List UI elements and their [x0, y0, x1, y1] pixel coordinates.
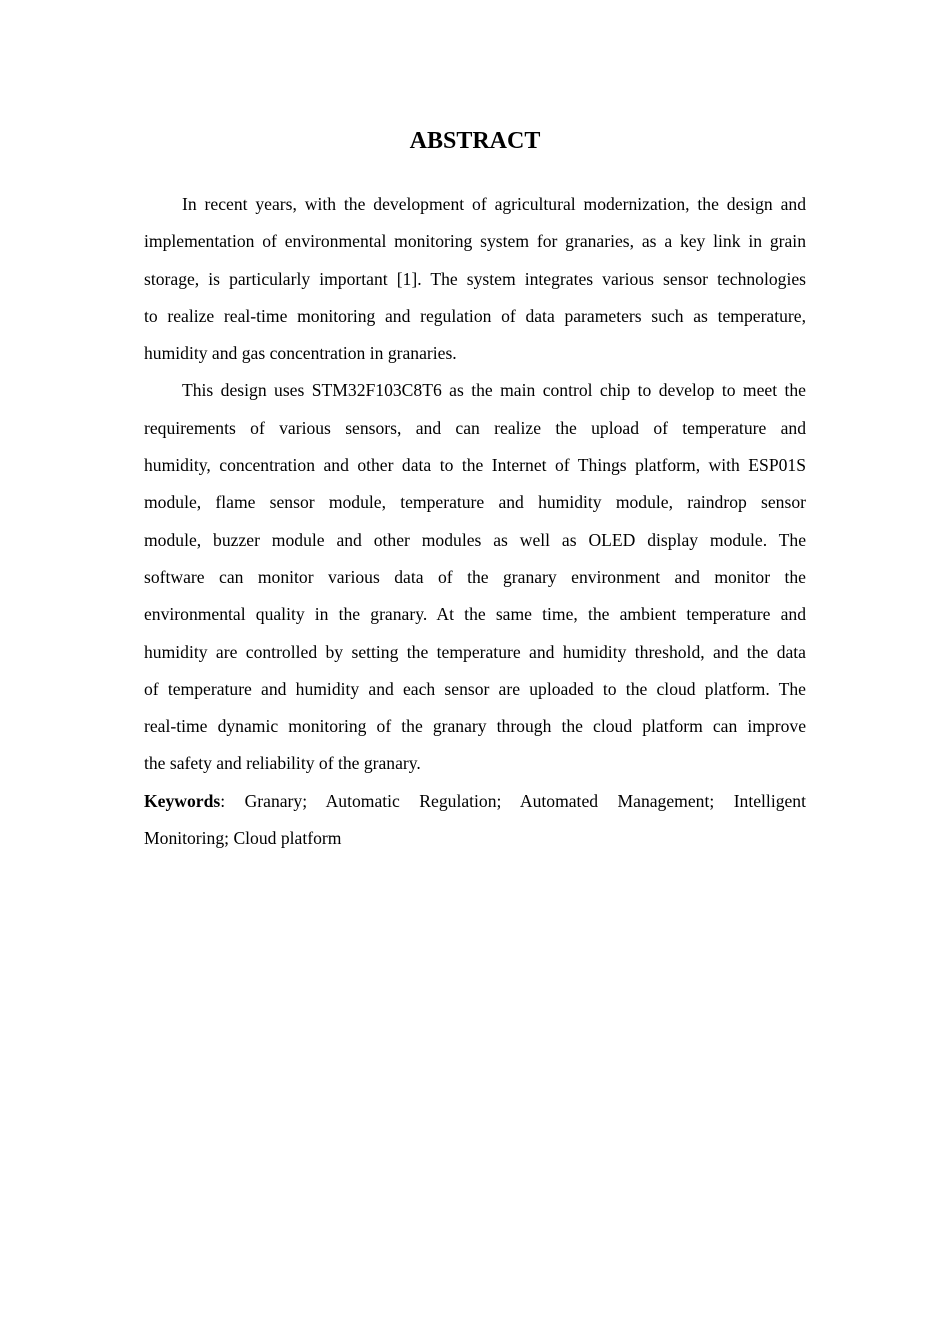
- text-line: implementation of environmental monitoring system for granaries, as a key link in grain: [144, 231, 806, 252]
- text-line: humidity and gas concentration in granaries.: [144, 343, 457, 364]
- text-line: to realize real-time monitoring and regulation of data parameters such as temperature,: [144, 305, 806, 326]
- text-line: software can monitor various data of the granary environment and monitor the: [144, 566, 806, 587]
- abstract-body: [144, 186, 806, 857]
- abstract-title: ABSTRACT: [409, 128, 541, 154]
- keywords-label: Keywords: [144, 790, 221, 811]
- text-line: environmental quality in the granary. At the same time, the ambient temperature and: [144, 604, 806, 625]
- keywords-list: : Granary; Automatic Regulation; Automated Management; Intelligent: [220, 790, 806, 811]
- text-line: humidity are controlled by setting the temperature and humidity threshold, and the data: [144, 641, 806, 662]
- paragraph-1: [144, 186, 806, 372]
- keywords-line: [144, 783, 806, 820]
- keywords: [144, 783, 806, 858]
- text-line: the safety and reliability of the granary.: [144, 753, 421, 774]
- text-line: humidity, concentration and other data to the Internet of Things platform, with ESP01S: [144, 455, 806, 476]
- text-line: module, buzzer module and other modules as well as OLED display module. The: [144, 529, 806, 550]
- text-line: storage, is particularly important [1]. The system integrates various sensor technologies: [144, 268, 806, 289]
- text-line: real-time dynamic monitoring of the granary through the cloud platform can improve: [144, 716, 806, 737]
- keywords-line: Monitoring; Cloud platform: [144, 828, 342, 849]
- text-line: In recent years, with the development of agricultural modernization, the design and: [182, 194, 806, 214]
- text-line: requirements of various sensors, and can realize the upload of temperature and: [144, 417, 806, 438]
- paragraph-2: [144, 372, 806, 782]
- text-line: of temperature and humidity and each sensor are uploaded to the cloud platform. The: [144, 678, 806, 699]
- text-line: module, flame sensor module, temperature and humidity module, raindrop sensor: [144, 492, 806, 513]
- text-line: This design uses STM32F103C8T6 as the main control chip to develop to meet the: [182, 380, 806, 401]
